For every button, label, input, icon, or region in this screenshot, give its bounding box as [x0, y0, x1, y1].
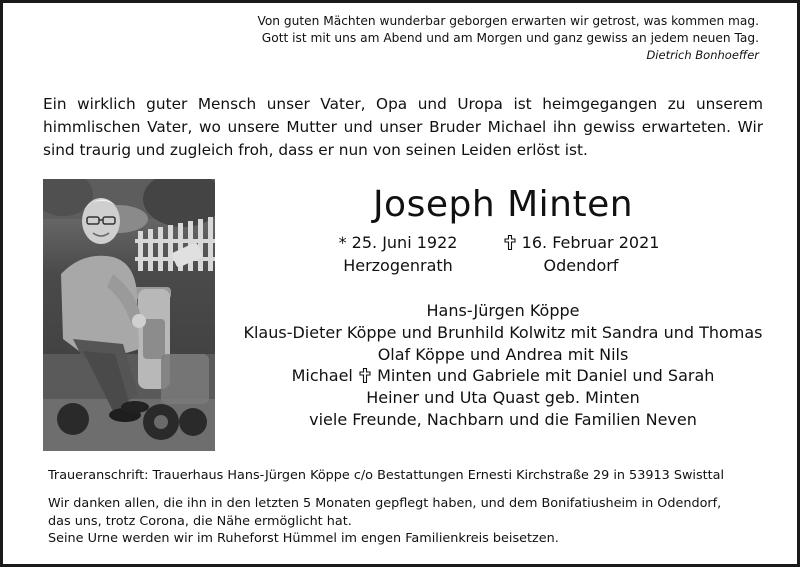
portrait-photo [43, 179, 215, 451]
birth-date-line [323, 231, 473, 254]
mourner-line-part: Michael [291, 366, 353, 386]
death-date: 16. Februar 2021 [521, 233, 660, 252]
quote-author: Dietrich Bonhoeffer [646, 48, 759, 62]
thanks-paragraph [48, 495, 773, 548]
deceased-name: Joseph Minten [372, 184, 634, 225]
mourners-list [233, 300, 773, 431]
mourning-address: Traueranschrift: Trauerhaus Hans-Jürgen Köppe c/o Bestattungen Ernesti Kirchstraße 29 in 53913 Swisttal [48, 468, 725, 483]
birth-info [323, 231, 473, 277]
mourner-line: Hans-Jürgen Köppe [426, 301, 580, 320]
intro-paragraph: Ein wirklich guter Mensch unser Vater, Opa und Uropa ist heimgegangen zu unserem himmlischen Vater, wo unsere Mutter und unser Bruder Michael ihn gewiss erwarteten. Wir sind traurig und zugleich froh, dass er nun von seinen Leiden erlöst ist. [43, 95, 763, 159]
mourner-line-part: Minten und Gabriele mit Daniel und Sarah [377, 366, 715, 386]
mourner-line: Olaf Köppe und Andrea mit Nils [377, 344, 629, 364]
cross-icon [358, 368, 372, 383]
thanks-line: Wir danken allen, die ihn in den letzten 5 Monaten gepflegt haben, und dem Bonifatiusheim in Odendorf, [48, 496, 722, 511]
bonhoeffer-quote [257, 13, 759, 64]
death-date-line [491, 231, 671, 254]
birth-place: Herzogenrath [343, 256, 453, 275]
mourner-line [233, 365, 773, 387]
quote-line-1: Von guten Mächten wunderbar geborgen erwarten wir getrost, was kommen mag. [257, 14, 759, 28]
mourner-line: Heiner und Uta Quast geb. Minten [366, 388, 640, 408]
death-info [491, 231, 671, 277]
cross-icon [503, 235, 517, 250]
thanks-line: das uns, trotz Corona, die Nähe ermöglicht hat. [48, 513, 352, 529]
mourner-line: viele Freunde, Nachbarn und die Familien Neven [309, 409, 697, 429]
death-place: Odendorf [543, 256, 619, 275]
thanks-line: Seine Urne werden wir im Ruheforst Hümmel im engen Familienkreis beisetzen. [48, 531, 559, 546]
portrait-photo-image [43, 179, 215, 451]
birth-star-icon: * [338, 233, 347, 252]
quote-line-2: Gott ist mit uns am Abend und am Morgen und ganz gewiss an jedem neuen Tag. [261, 31, 759, 45]
mourner-line: Klaus-Dieter Köppe und Brunhild Kolwitz mit Sandra und Thomas [243, 322, 763, 342]
birth-date: 25. Juni 1922 [351, 233, 458, 252]
